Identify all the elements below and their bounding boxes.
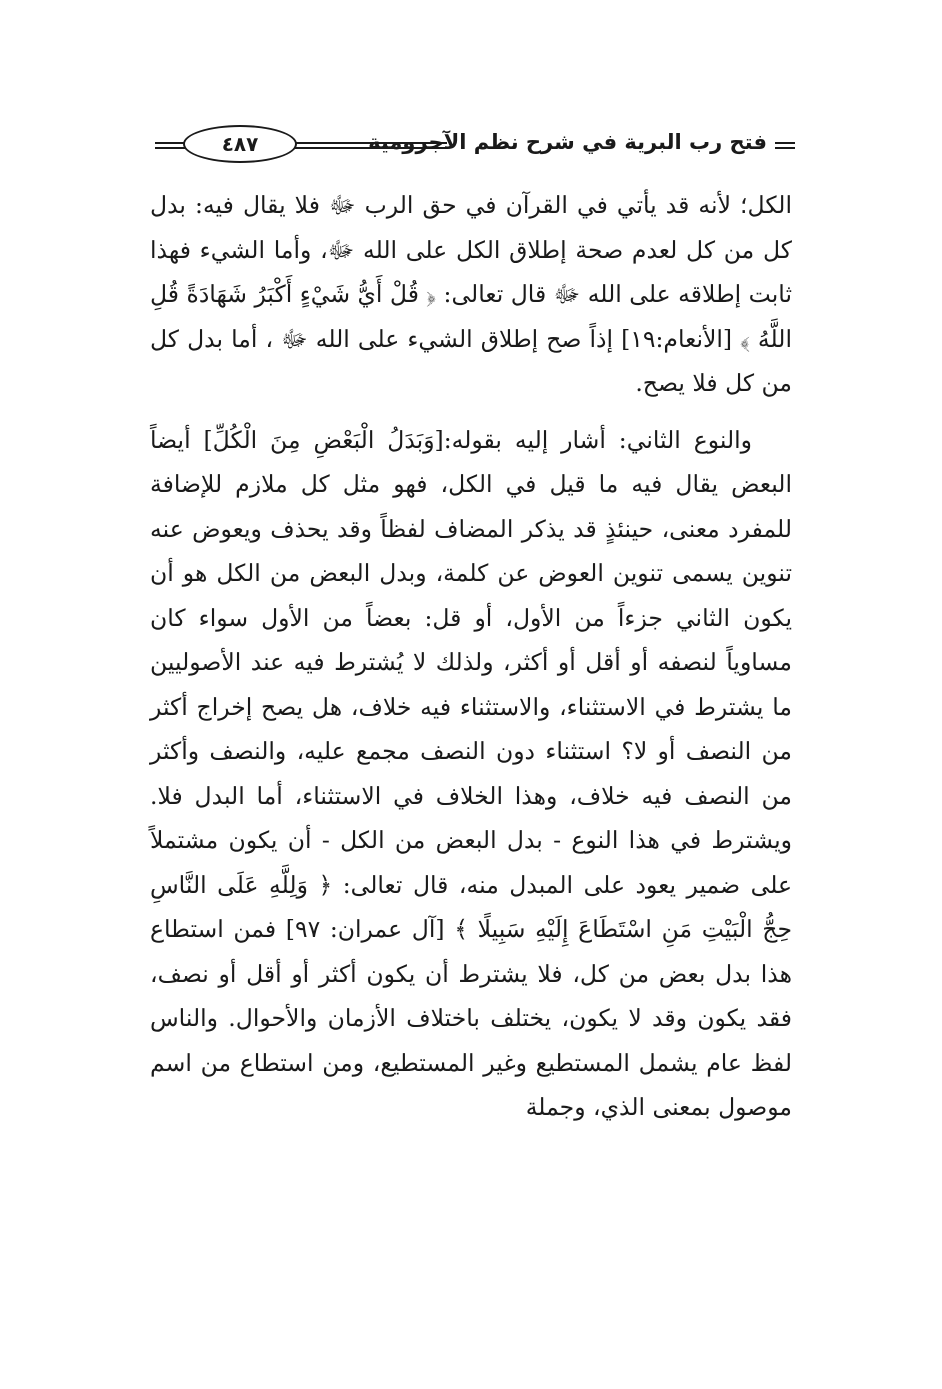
- page-header: [155, 120, 795, 168]
- header-rule-middle: [285, 142, 447, 149]
- running-title: فتح رب البرية في شرح نظم الآجرومية: [368, 130, 767, 154]
- header-rule-left: [155, 142, 185, 149]
- page-number: ٤٨٧: [183, 125, 297, 163]
- paragraph-2: والنوع الثاني: أشار إليه بقوله:[وَبَدَلُ الْبَعْضِ مِنَ الْكُلِّ] أيضاً البعض يقال فيه ما قيل في الكل، فهو مثل كل ملازم للإضافة للمفرد معنى، حينئذٍ قد يذكر المضاف لفظاً وقد يحذف ويعوض عنه تنوين يسمى تنوين العوض عن كلمة، وبدل البعض من الكل هو أن يكون الثاني جزءاً من الأول، أو قل: بعضاً من الأول سواء كان مساوياً لنصفه أو أقل أو أكثر، ولذلك لا يُشترط فيه عند الأصوليين ما يشترط في الاستثناء، والاستثناء فيه خلاف، هل يصح إخراج أكثر من النصف أو لا؟ استثناء دون النصف مجمع عليه، والنصف وأكثر من النصف فيه خلاف، وهذا الخلاف في الاستثناء، أما البدل فلا. ويشترط في هذا النوع - بدل البعض من الكل - أن يكون مشتملاً على ضمير يعود على المبدل منه، قال تعالى: ﴿ وَلِلَّهِ عَلَى النَّاسِ حِجُّ الْبَيْتِ مَنِ اسْتَطَاعَ إِلَيْهِ سَبِيلًا ﴾ [آل عمران: ٩٧] فمن استطاع هذا بدل بعض من كل، فلا يشترط أن يكون أكثر أو أقل أو نصف، فقد يكون وقد لا يكون، يختلف باختلاف الأزمان والأحوال. والناس لفظ عام يشمل المستطيع وغير المستطيع، ومن استطاع من اسم موصول بمعنى الذي، وجملة: [150, 425, 793, 1121]
- page-body: [150, 183, 792, 1130]
- paragraph-1: الكل؛ لأنه قد يأتي في القرآن في حق الرب ﷻ فلا يقال فيه: بدل كل من كل لعدم صحة إطلاق الكل على الله ﷻ، وأما الشيء فهذا ثابت إطلاقه على الله ﷻ قال تعالى: ﴿ قُلْ أَيُّ شَيْءٍ أَكْبَرُ شَهَادَةً قُلِ اللَّهُ ﴾ [الأنعام:١٩] إذاً صح إطلاق الشيء على الله ﷻ ، أما بدل كل من كل فلا يصح.: [150, 191, 792, 397]
- header-rule-right: [775, 142, 795, 149]
